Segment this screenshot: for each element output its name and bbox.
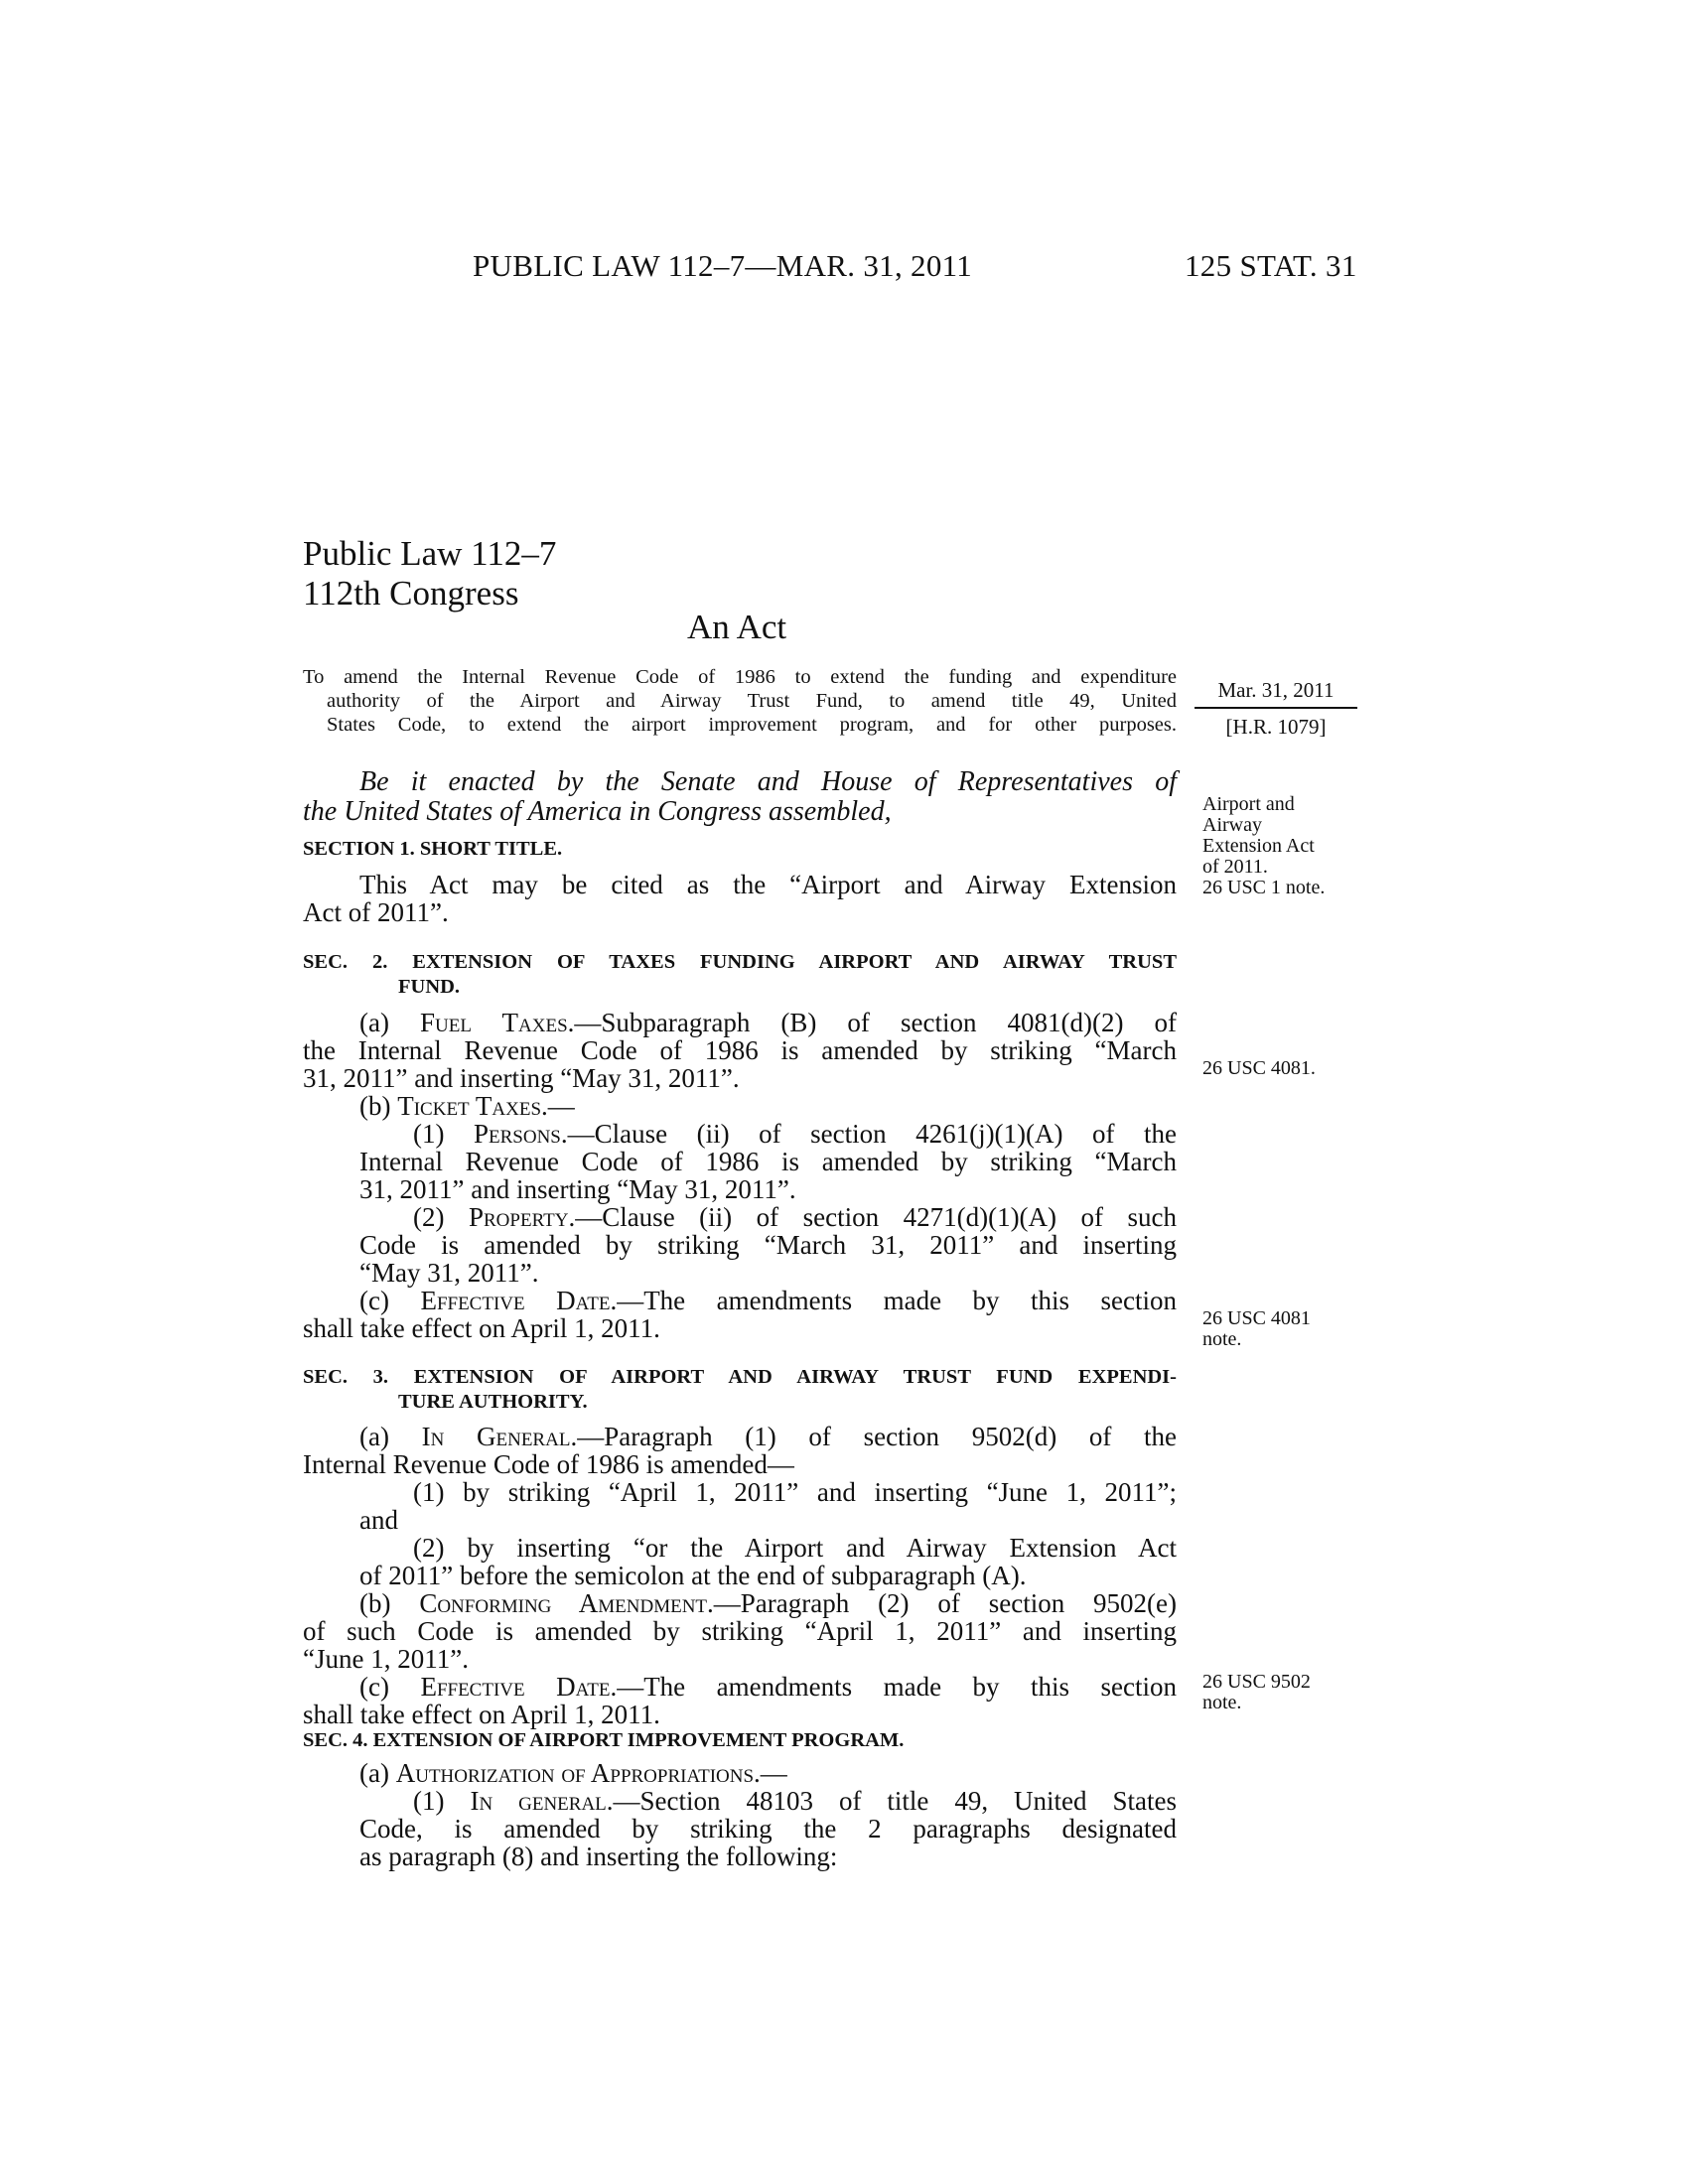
text-line: Code, is amended by striking the 2 paragraphs designated bbox=[359, 1814, 1177, 1843]
enactment-date: Mar. 31, 2011 bbox=[1217, 678, 1335, 702]
paragraph-a1 bbox=[303, 1787, 1177, 1815]
label: (a) bbox=[359, 1008, 421, 1037]
text-line: of 2011” before the semicolon at the end of subparagraph (A). bbox=[359, 1561, 1027, 1590]
caption: In general bbox=[470, 1786, 607, 1816]
section-3-body bbox=[303, 1423, 1177, 1728]
subsection-a bbox=[303, 1759, 1177, 1787]
margin-note-line: 26 USC 1 note. bbox=[1202, 877, 1326, 898]
caption: Authorization of Appropriations bbox=[395, 1758, 755, 1788]
long-title bbox=[303, 665, 1177, 737]
margin-note-line: Extension Act bbox=[1202, 835, 1315, 857]
text: .—The amendments made by this section bbox=[610, 1286, 1177, 1315]
section-2-body bbox=[303, 1009, 1177, 1342]
margin-note-line: of 2011. bbox=[1202, 856, 1268, 878]
text-line: Internal Revenue Code of 1986 is amended— bbox=[303, 1449, 794, 1479]
text: .—The amendments made by this section bbox=[610, 1672, 1177, 1702]
subsection-b bbox=[303, 1092, 1177, 1120]
label: (1) bbox=[413, 1786, 471, 1816]
margin-note-short-title bbox=[1202, 794, 1325, 898]
margin-note-line: Airport and bbox=[1202, 793, 1295, 815]
text-line: shall take effect on April 1, 2011. bbox=[303, 1313, 660, 1343]
text: .— bbox=[754, 1758, 787, 1788]
congress: 112th Congress bbox=[303, 574, 519, 613]
text-line: Internal Revenue Code of 1986 is amended by striking “March bbox=[359, 1147, 1177, 1176]
margin-note-line: Airway bbox=[1202, 814, 1262, 836]
enacting-clause bbox=[303, 767, 1177, 827]
text: .—Subparagraph (B) of section 4081(d)(2) of bbox=[567, 1008, 1177, 1037]
paragraph-b1 bbox=[303, 1120, 1177, 1148]
margin-note-line: note. bbox=[1202, 1328, 1242, 1350]
caption: Conforming Amendment bbox=[419, 1588, 708, 1618]
paragraph-b2 bbox=[303, 1203, 1177, 1231]
running-header-title: PUBLIC LAW 112–7—MAR. 31, 2011 bbox=[473, 248, 973, 283]
label: (c) bbox=[359, 1286, 421, 1315]
margin-note-line: note. bbox=[1202, 1692, 1242, 1713]
section-1-heading: SECTION 1. SHORT TITLE. bbox=[303, 838, 563, 860]
margin-date-box bbox=[1195, 678, 1357, 740]
paragraph-a1: (1) by striking “April 1, 2011” and inserting “June 1, 2011”; bbox=[413, 1477, 1177, 1507]
enacting-line: Be it enacted by the Senate and House of Representatives of bbox=[359, 766, 1177, 797]
heading-line: TURE AUTHORITY. bbox=[398, 1391, 588, 1413]
paragraph-a2: (2) by inserting “or the Airport and Airway Extension Act bbox=[413, 1533, 1177, 1563]
subsection-a bbox=[303, 1423, 1177, 1450]
label: (b) bbox=[359, 1588, 420, 1618]
text-line: 31, 2011” and inserting “May 31, 2011”. bbox=[359, 1174, 796, 1204]
margin-note-4081: 26 USC 4081. bbox=[1202, 1057, 1316, 1079]
margin-note-line: 26 USC 4081 bbox=[1202, 1307, 1311, 1329]
section-2-heading bbox=[303, 950, 1177, 1000]
label: (2) bbox=[413, 1202, 469, 1232]
text-line: “June 1, 2011”. bbox=[303, 1644, 469, 1674]
section-3-heading bbox=[303, 1365, 1177, 1415]
text-line: shall take effect on April 1, 2011. bbox=[303, 1700, 660, 1729]
label: (c) bbox=[359, 1672, 421, 1702]
text: .—Paragraph (2) of section 9502(e) bbox=[707, 1588, 1178, 1618]
text-line: Code is amended by striking “March 31, 2011” and inserting bbox=[359, 1230, 1177, 1260]
heading-line: SEC. 2. EXTENSION OF TAXES FUNDING AIRPORT AND AIRWAY TRUST bbox=[303, 951, 1177, 973]
caption: In General bbox=[421, 1422, 571, 1451]
subsection-c bbox=[303, 1287, 1177, 1314]
label: (b) bbox=[359, 1091, 398, 1121]
subsection-c bbox=[303, 1673, 1177, 1701]
subsection-b bbox=[303, 1589, 1177, 1617]
bill-number: [H.R. 1079] bbox=[1225, 715, 1327, 739]
text: .— bbox=[541, 1091, 575, 1121]
margin-note-line: 26 USC 9502 bbox=[1202, 1671, 1311, 1693]
text: .—Paragraph (1) of section 9502(d) of the bbox=[570, 1422, 1177, 1451]
text: .—Clause (ii) of section 4271(d)(1)(A) of such bbox=[568, 1202, 1178, 1232]
text: .—Clause (ii) of section 4261(j)(1)(A) of the bbox=[560, 1119, 1178, 1149]
subsection-a bbox=[303, 1009, 1177, 1036]
section-1-text bbox=[303, 871, 1177, 926]
heading-line: SEC. 3. EXTENSION OF AIRPORT AND AIRWAY TRUST FUND EXPENDI- bbox=[303, 1366, 1177, 1388]
running-header-page: 125 STAT. 31 bbox=[1185, 248, 1357, 283]
section-4-body bbox=[303, 1759, 1177, 1870]
text-line: of such Code is amended by striking “April 1, 2011” and inserting bbox=[303, 1616, 1177, 1646]
label: (a) bbox=[359, 1758, 396, 1788]
heading-line: FUND. bbox=[398, 976, 461, 998]
act-heading: An Act bbox=[687, 608, 787, 646]
margin-note-4081-effective bbox=[1202, 1308, 1311, 1350]
caption: Effective Date bbox=[420, 1286, 611, 1315]
margin-rule bbox=[1195, 707, 1357, 709]
text-line: 31, 2011” and inserting “May 31, 2011”. bbox=[303, 1063, 740, 1093]
text-line: “May 31, 2011”. bbox=[359, 1258, 539, 1288]
caption: Fuel Taxes bbox=[420, 1008, 568, 1037]
text-line: as paragraph (8) and inserting the following: bbox=[359, 1842, 838, 1871]
enacting-line: the United States of America in Congress assembled, bbox=[303, 796, 892, 827]
label: (a) bbox=[359, 1422, 422, 1451]
public-law-number: Public Law 112–7 bbox=[303, 534, 557, 573]
caption: Persons bbox=[474, 1119, 561, 1149]
label: (1) bbox=[413, 1119, 474, 1149]
caption: Effective Date bbox=[420, 1672, 611, 1702]
caption: Property bbox=[468, 1202, 569, 1232]
long-title-line: States Code, to extend the airport improvement program, and for other purposes. bbox=[327, 714, 1177, 736]
margin-note-9502-effective bbox=[1202, 1672, 1311, 1713]
section-4-heading: SEC. 4. EXTENSION OF AIRPORT IMPROVEMENT PROGRAM. bbox=[303, 1729, 905, 1751]
text-line: and bbox=[359, 1505, 398, 1535]
text-line: Act of 2011”. bbox=[303, 897, 449, 927]
text-line: This Act may be cited as the “Airport and Airway Extension bbox=[359, 870, 1177, 899]
text: .—Section 48103 of title 49, United States bbox=[606, 1786, 1177, 1816]
caption: Ticket Taxes bbox=[397, 1091, 542, 1121]
text-line: the Internal Revenue Code of 1986 is amended by striking “March bbox=[303, 1035, 1177, 1065]
long-title-line: authority of the Airport and Airway Trust Fund, to amend title 49, United bbox=[327, 690, 1177, 712]
long-title-line: To amend the Internal Revenue Code of 1986 to extend the funding and expenditure bbox=[303, 666, 1177, 688]
